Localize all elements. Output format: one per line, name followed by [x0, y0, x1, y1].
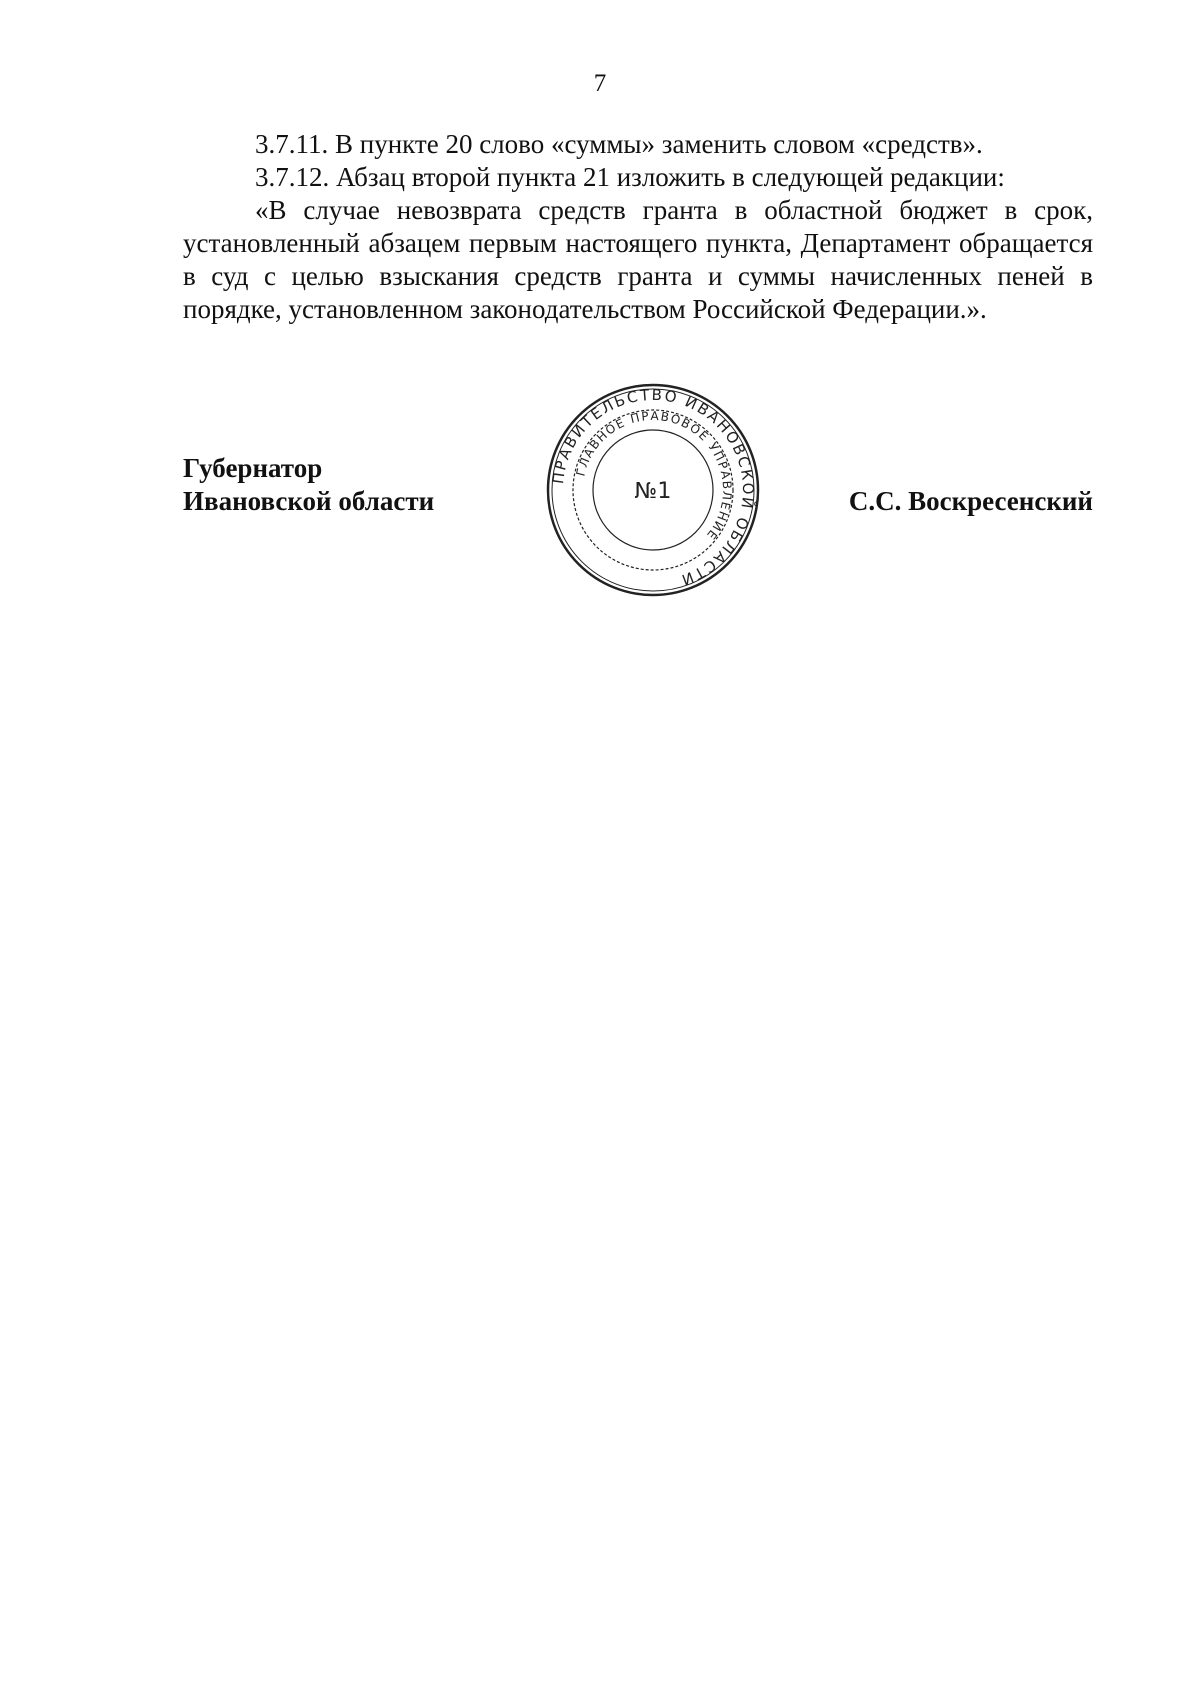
- signatory-position-line1: Губернатор: [183, 453, 323, 483]
- signatory-position-line2: Ивановской области: [183, 486, 435, 516]
- svg-text:ГЛАВНОЕ ПРАВОВОЕ УПРАВЛЕНИЕ: [573, 409, 734, 543]
- seal-inner-text: ГЛАВНОЕ ПРАВОВОЕ УПРАВЛЕНИЕ: [573, 408, 735, 544]
- official-seal: [545, 382, 761, 598]
- paragraph-3-7-12: 3.7.12. Абзац второй пункта 21 изложить в следующей редакции:: [255, 162, 1005, 192]
- document-body: [183, 128, 1093, 326]
- paragraph-quoted-text: «В случае невозврата средств гранта в областной бюджет в срок, установленный абзацем первым настоящего пункта, Департамент обращается в суд с целью взыскания средств гранта и суммы начисленных пеней в порядке, установленном законодательством Российской Федерации.».: [183, 195, 1093, 324]
- seal-outer-text: ПРАВИТЕЛЬСТВО ИВАНОВСКОЙ ОБЛАСТИ: [549, 385, 758, 590]
- seal-number: №1: [634, 479, 672, 504]
- signatory-name: С.С. Воскресенский: [848, 486, 1093, 516]
- page-number: 7: [593, 70, 607, 97]
- paragraph-3-7-11: 3.7.11. В пункте 20 слово «суммы» заменить словом «средств».: [255, 129, 983, 159]
- signatory-position: [183, 452, 434, 518]
